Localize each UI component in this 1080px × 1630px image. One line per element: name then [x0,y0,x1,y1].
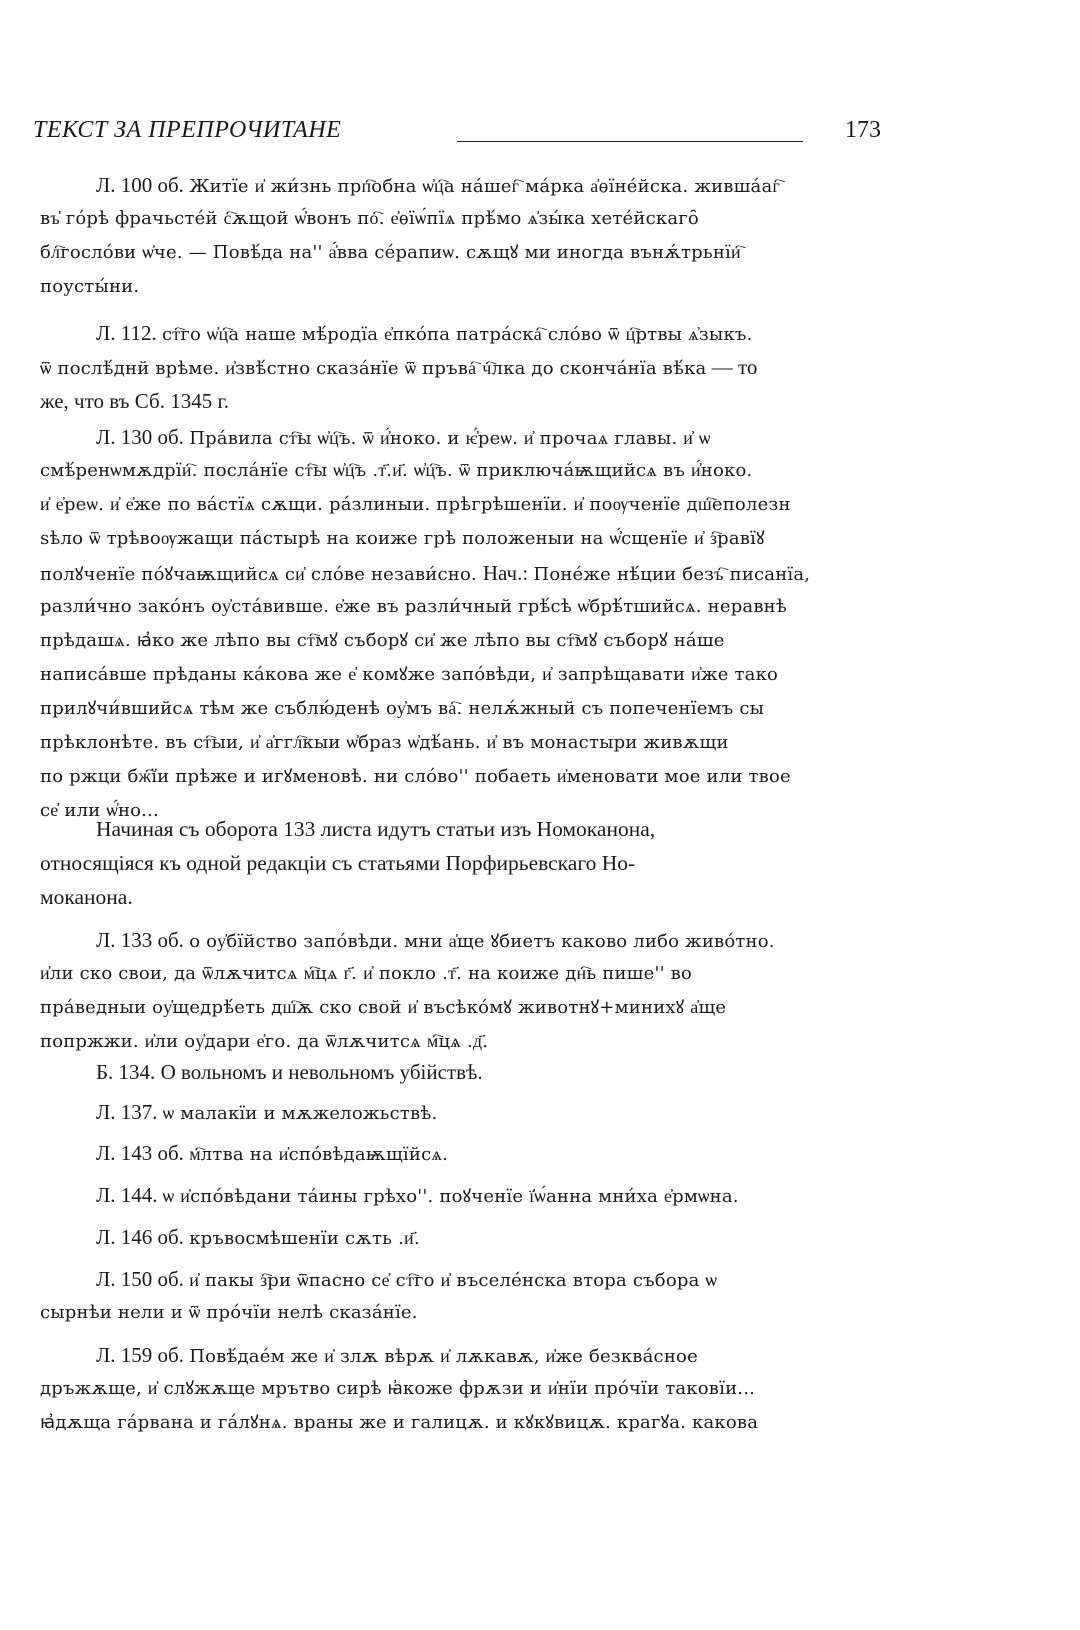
church-slavonic-text: прилꙋчи́вшийсѧ тѣм же съблю́денѣ оу҆мъ ва҇. нелѫ́жный съ попеченїемъ сы [40,698,765,719]
church-slavonic-text: Житїе и҆ жи́знь прп҇обна ѡ҆ц҇а на́шег҇ ма́рка а҆ѳїне́йска. живша́аг҇ [189,176,780,197]
church-slavonic-text: м҇лтва на и҆спо́вѣдаѭщїйсѧ. [189,1144,449,1165]
entry-line [40,386,229,416]
entry-line [40,626,725,656]
folio-ref: Л. 146 об. [96,1225,190,1249]
header-rule [457,141,803,142]
running-header [33,117,881,157]
entry-line [40,762,791,792]
folio-ref: Л. 100 об. [96,173,190,197]
church-slavonic-text: се҆ или ѡ҆́но... [40,800,159,821]
entry-line [96,1097,437,1127]
church-slavonic-text: сырнѣи нели и ѿ про́чїи нелѣ сказа́нїе. [40,1302,418,1323]
church-slavonic-text: смѣ́ренѡмѫдрїи҇. посла́нїе ст҇ы ѡ҆ц҇ъ .т҃.и҃. ѡ҆ц҇ъ. ѿ приключа́ѭщийсѧ въ и҆́ноко. [40,460,753,481]
entry-line [96,1340,698,1370]
church-slavonic-text: и҆ли ско свои, да ѿлѫчитсѧ м҇цѧ г҃. и҆ покло .т҃. на коиже дн҇ь пише'' во [40,963,693,984]
page-number: 173 [845,117,881,143]
entry-line [96,318,753,348]
folio-ref: Л. 144. [96,1183,163,1207]
entry-line [40,1408,758,1438]
church-slavonic-text: полꙋченїе по́ꙋчаѭщийсѧ си҆ сло́ве незави́сно. [40,564,483,585]
entry-line [40,728,729,758]
russian-text: О вольномъ и невольномъ убiйствѣ. [160,1060,483,1084]
church-slavonic-text: написа́вше прѣданы ка́кова же е҆ комꙋже запо́вѣди, и҆ запрѣщавати и҆же тако [40,664,779,685]
folio-ref: Л. 133 об. [96,928,190,952]
entry-line [40,524,765,554]
entry-line [40,993,726,1023]
folio-ref: Л. 112. [96,321,162,345]
entry-line [96,925,775,955]
church-slavonic-text: и҆ пакы з҇ри ѿпасно се҆ ст҇го и҆ въселе́нска втора събора ѡ [189,1270,718,1291]
folio-ref: Б. 134. [96,1060,161,1084]
russian-text: — то [706,355,758,379]
paragraph-line: моканона. [40,885,133,909]
entry-line [96,422,711,452]
church-slavonic-text: о оу҆бїйство запо́вѣди. мни а҆ще ꙋбиетъ каково либо живо́тно. [189,931,775,952]
church-slavonic-text: Повѣ́дае́м же и҆ злѫ вѣрѫ и҆ лѫкавѫ, и҆же безква́сное [189,1346,698,1367]
entry-line [40,238,741,268]
church-slavonic-text: пра́ведныи оу҆щедрѣ́еть дш҇ѫ ско свой и҆ въсѣко́мꙋ животнꙋ+минихꙋ а҆ще [40,997,727,1018]
church-slavonic-text: ст҇го ѡ҆ц҇а наше мѣ́родїа е҆пко́па патра́ска҇ сло́во ѿ ц҇ртвы ѧ҆зыкъ. [161,324,753,345]
entry-line [40,352,757,382]
church-slavonic-text: Пра́вила ст҇ы ѡ҆ц҇ъ. ѿ и҆́ноко. и ѥ҆́реѡ. и҆ прочаѧ главы. и҆ ѡ [189,428,711,449]
entry-line [40,456,752,486]
running-title: ТЕКСТ ЗА ПРЕПРОЧИТАНЕ [33,117,342,143]
entry-line [40,660,778,690]
entry-line [40,1374,755,1404]
entry-line [40,490,791,520]
entry-line [96,170,780,200]
church-slavonic-text: ѡ и҆спо́вѣдани та́ины грѣхо''. поꙋченїе ї҆ѡ́анна мни́ха е҆рмѡна. [162,1186,739,1207]
entry-line [40,592,787,622]
church-slavonic-text: по ржци бж҇їи прѣже и игꙋменовѣ. ни сло́во'' побаеть и҆меновати мое или твое [40,766,791,787]
entry-line [40,1298,418,1328]
entry-line [96,1264,717,1294]
folio-ref: Л. 159 об. [96,1343,190,1367]
entry-line [96,1138,448,1168]
church-slavonic-text: прѣдашѧ. ꙗ҆ко же лѣпо вы ст҇мꙋ съборꙋ си҆ же лѣпо вы ст҇мꙋ съборꙋ на́ше [40,630,725,651]
folio-ref: Л. 130 об. [96,425,190,449]
church-slavonic-text: бл҇госло́ви ѡ҆че. — Повѣ́да на'' а҆́вва се́рапиѡ. сѫщꙋ ми иногда вънѫ́трьнїи҇ [40,242,741,263]
church-slavonic-text: кръвосмѣшенїи сѫть .и҃. [189,1228,420,1249]
church-slavonic-text: въ҆ го́рѣ фрачьсте́й с҇ѫщой ѡ҆́вонъ по҇. е҆ѳїѡ́пїѧ прѣ́мо ѧ҆зы́ка хете́йскаго̑ [40,208,699,229]
folio-ref: Л. 143 об. [96,1141,190,1165]
church-slavonic-text: поусты́ни. [40,276,140,297]
church-slavonic-text: попржжи. и҆ли оу҆дари е҆го. да ѿлѫчитсѧ м҇цѧ .д҃. [40,1031,489,1052]
church-slavonic-text: ꙗ҆дѫща га́рвана и га́лꙋнѧ. враны же и галицѫ. и кꙋкꙋвицѫ. крагꙋа. какова [40,1412,759,1433]
church-slavonic-text: и҆ е҆реѡ. и҆ е҆же по ва́стїѧ сѫщи. ра́злиныи. прѣгрѣшенїи. и҆ поѹченїе дш҇еполезн [40,494,791,515]
folio-ref: Л. 137. [96,1100,163,1124]
folio-ref: Л. 150 об. [96,1267,190,1291]
church-slavonic-text: прѣклонѣте. въ ст҇ыи, и҆ а҆ггл҇кыи ѡ҆браз ѡ҆дѣ́ань. и҆ въ монастыри живѫщи [40,732,729,753]
entry-line [40,204,699,234]
paragraph-line: относящiяся къ одной редакцiи съ статьями Порфирьевскаго Но- [40,851,636,875]
entry-line [40,694,764,724]
church-slavonic-text: ѕѣло ѿ трѣвоѹжащи па́стырѣ на коиже грѣ положеныи на ѡ҆́сщенїе и҆ з҇равїꙋ [40,528,765,549]
church-slavonic-text: ѿ послѣ́днй врѣме. и҆звѣ́стно сказа́нїе ѿ пръва҇ ч҇лка до сконча́нїа вѣ́ка [40,358,707,379]
entry-line [40,959,692,989]
church-slavonic-text: разли́чно зако́нъ оу҆ста́вивше. е҆же въ разли́чный грѣ́сѣ ѡ҆брѣ́тшийсѧ. неравнѣ [40,596,787,617]
entry-line [96,1180,739,1210]
church-slavonic-text: Поне́же нѣ́ции безъ҇ писанїа, [533,564,811,585]
entry-line [40,272,139,302]
church-slavonic-text: ѡ малакїи и мѫжеложьствѣ. [162,1103,438,1124]
entry-line [96,1057,483,1087]
russian-text: Нач.: [482,561,534,585]
entry-line [40,1027,488,1057]
russian-text: же, что въ Сб. 1345 г. [40,389,229,413]
church-slavonic-text: дръжѫще, и҆ слꙋжѫще мрътво сирѣ ꙗ҆коже фрѫзи и и҆нїи про́чїи таковїи... [40,1378,756,1399]
entry-line [96,1222,420,1252]
paragraph-line: Начиная съ оборота 133 листа идутъ статьи изъ Номоканона, [96,817,656,841]
entry-line [40,558,810,588]
